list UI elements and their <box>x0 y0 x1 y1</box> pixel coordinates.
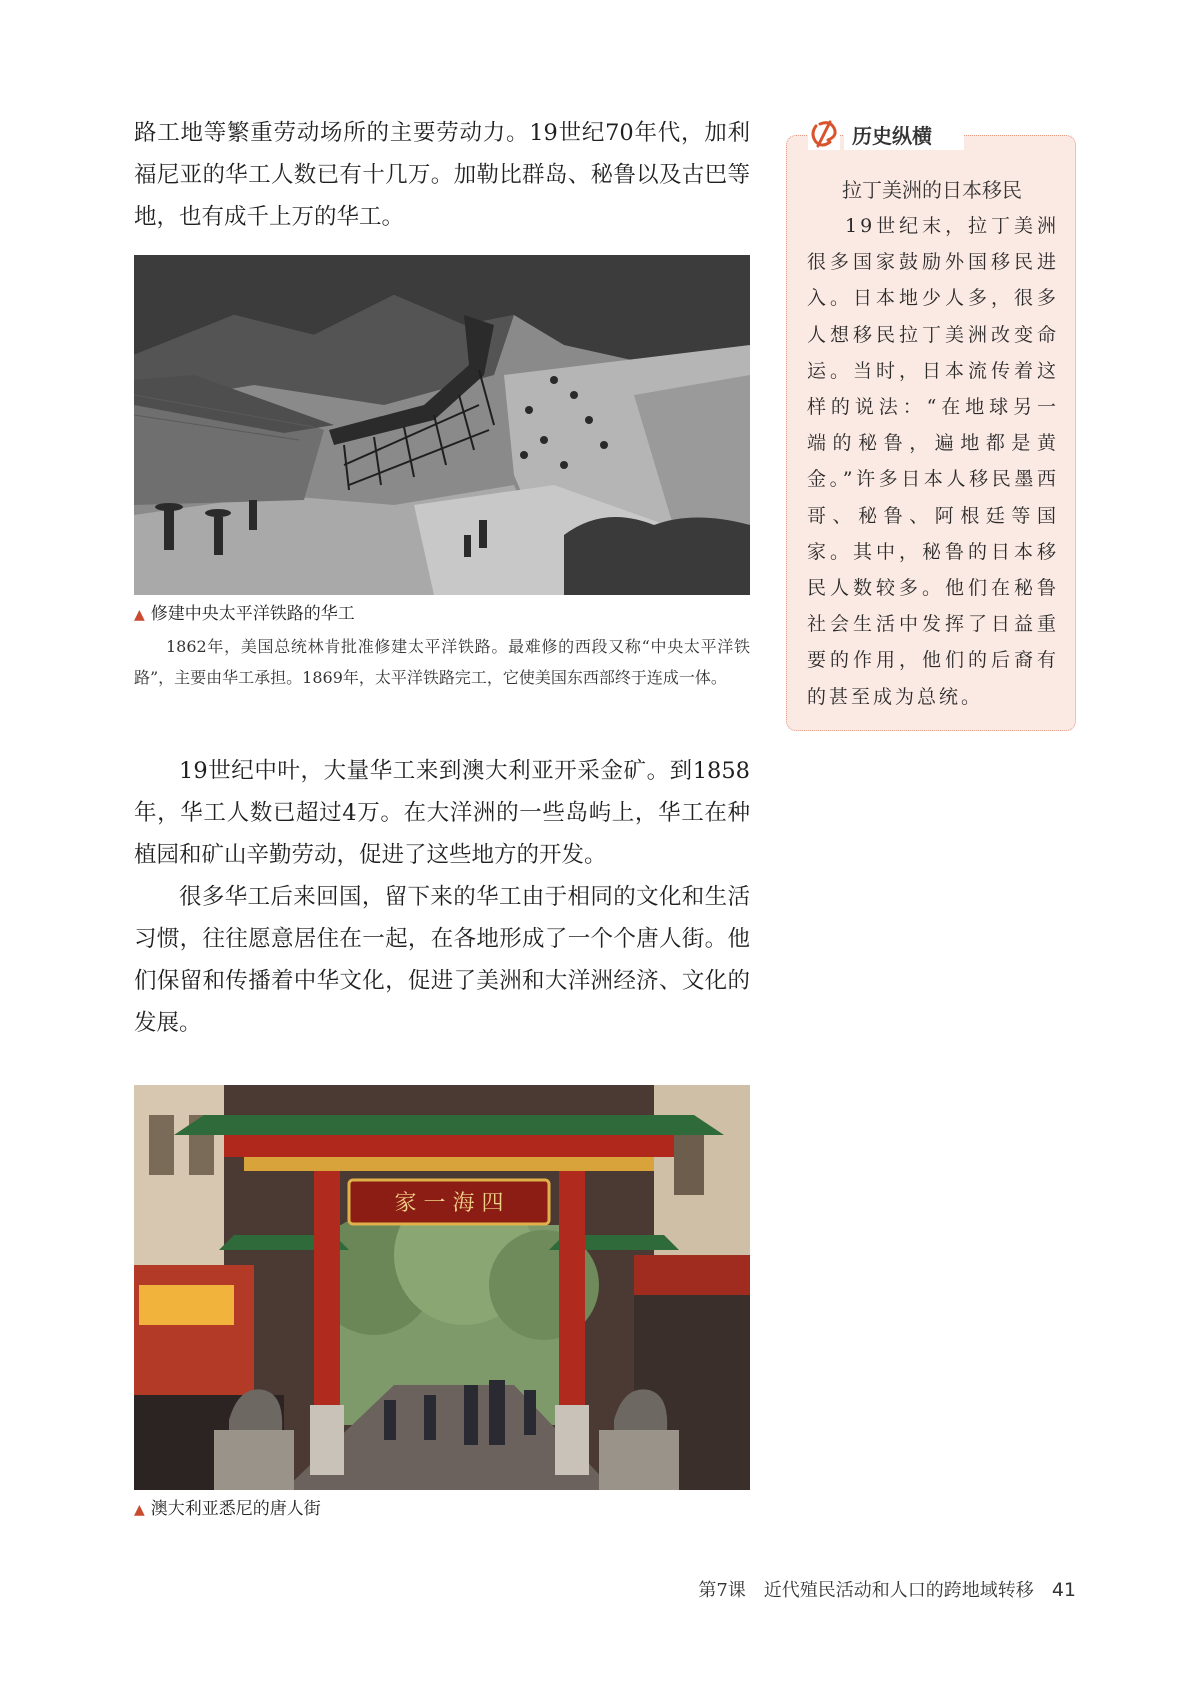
railway-caption-note: 1862年，美国总统林肯批准修建太平洋铁路。最难修的西段又称“中央太平洋铁路”，主要由华工承担。1869年，太平洋铁路完工，它使美国东西部终于连成一体。 <box>134 637 750 687</box>
page-footer <box>698 1576 1076 1602</box>
railway-photo <box>134 255 750 595</box>
sidebar-title: 历史纵横 <box>852 124 932 148</box>
railway-illustration <box>134 255 750 595</box>
sidebar-box-text: 19世纪末，拉丁美洲很多国家鼓励外国移民进入。日本地少人多，很多人想移民拉丁美洲改变命运。当时，日本流传着这样的说法：“在地球另一端的秘鲁，遍地都是黄金。”许多日本人移民墨西哥、秘鲁、阿根廷等国家。其中，秘鲁的日本移民人数较多。他们在秘鲁社会生活中发挥了日益重要的作用，他们的后裔有的甚至成为总统。 <box>807 215 1059 708</box>
history-swirl-icon <box>808 118 840 150</box>
caption-triangle-icon: ▲ <box>134 607 145 623</box>
footer-lesson-title: 第7课 近代殖民活动和人口的跨地域转移 <box>698 1580 1034 1601</box>
page-number: 41 <box>1051 1579 1076 1601</box>
gate-sign-text: 家 一 海 四 <box>394 1191 504 1216</box>
paragraph-top: 路工地等繁重劳动场所的主要劳动力。19世纪70年代，加利福尼亚的华工人数已有十几万。加勒比群岛、秘鲁以及古巴等地，也有成千上万的华工。 <box>134 120 750 230</box>
sidebar-box <box>786 135 1076 731</box>
sidebar-header <box>808 118 1078 152</box>
railway-caption-block <box>134 600 750 693</box>
railway-caption <box>134 600 750 629</box>
chinatown-illustration <box>134 1085 750 1490</box>
sidebar-box-title: 拉丁美洲的日本移民 <box>842 178 1022 202</box>
chinatown-photo <box>134 1085 750 1490</box>
paragraph-group <box>134 750 750 1044</box>
caption-triangle-icon: ▲ <box>134 1502 145 1518</box>
paragraph-australia: 19世纪中叶，大量华工来到澳大利亚开采金矿。到1858年，华工人数已超过4万。在大洋洲的一些岛屿上，华工在种植园和矿山辛勤劳动，促进了这些地方的开发。 <box>134 758 750 868</box>
chinatown-caption <box>134 1495 321 1524</box>
chinatown-caption-text: 澳大利亚悉尼的唐人街 <box>150 1499 321 1519</box>
paragraph-chinatown: 很多华工后来回国，留下来的华工由于相同的文化和生活习惯，往往愿意居住在一起，在各地形成了一个个唐人街。他们保留和传播着中华文化，促进了美洲和大洋洲经济、文化的发展。 <box>134 884 750 1036</box>
railway-caption-text: 修建中央太平洋铁路的华工 <box>150 604 355 624</box>
